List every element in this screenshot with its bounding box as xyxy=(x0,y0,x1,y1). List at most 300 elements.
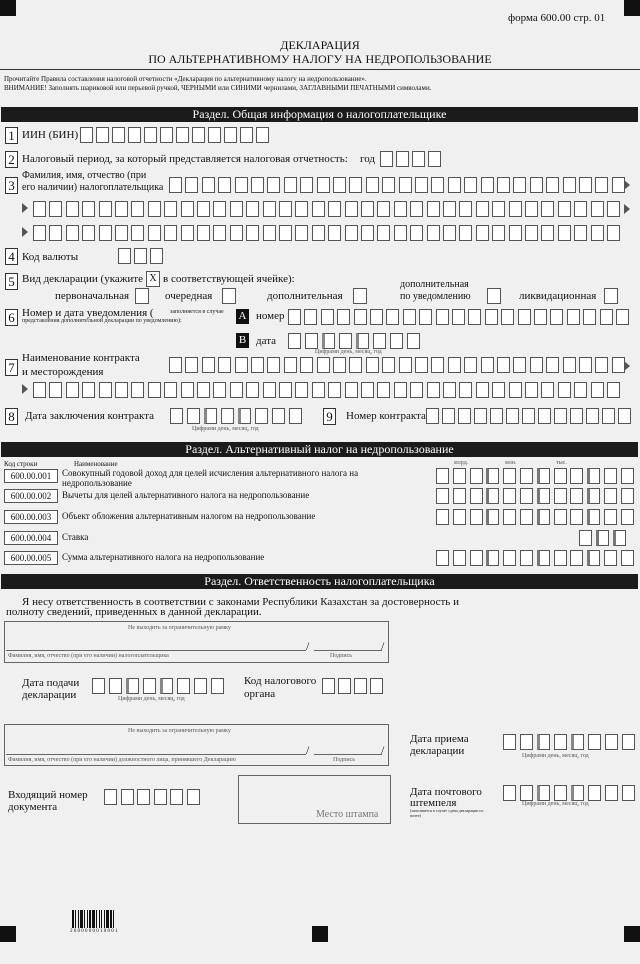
receipt-date-cell[interactable] xyxy=(605,734,618,750)
contract-name-cell[interactable] xyxy=(481,357,494,373)
taxpayer-name-cell[interactable] xyxy=(607,201,620,217)
taxpayer-name-cell[interactable] xyxy=(563,177,576,193)
taxpayer-name-cell[interactable] xyxy=(591,201,604,217)
receipt-date-cell[interactable] xyxy=(520,734,533,750)
notice-number-cell[interactable] xyxy=(403,309,416,325)
taxpayer-name-cell[interactable] xyxy=(66,225,79,241)
currency-cell[interactable] xyxy=(118,248,131,264)
amount-cell[interactable] xyxy=(554,468,567,484)
notice-date-cell[interactable] xyxy=(322,333,335,349)
iin-cell[interactable] xyxy=(128,127,141,143)
taxpayer-name-cell[interactable] xyxy=(448,177,461,193)
taxpayer-name-cell[interactable] xyxy=(394,201,407,217)
receipt-date-cell[interactable] xyxy=(588,734,601,750)
amount-cell[interactable] xyxy=(436,550,449,566)
taxpayer-name-cell[interactable] xyxy=(49,201,62,217)
iin-cell[interactable] xyxy=(144,127,157,143)
taxpayer-name-cell[interactable] xyxy=(497,177,510,193)
taxpayer-name-cell[interactable] xyxy=(164,201,177,217)
amount-cell[interactable] xyxy=(453,488,466,504)
contract-name-cell[interactable] xyxy=(235,357,248,373)
iin-cell[interactable] xyxy=(192,127,205,143)
contract-number-cell[interactable] xyxy=(474,408,487,424)
year-cell[interactable] xyxy=(428,151,441,167)
contract-number-cell[interactable] xyxy=(506,408,519,424)
taxpayer-name-cell[interactable] xyxy=(263,225,276,241)
notice-number-cell[interactable] xyxy=(419,309,432,325)
taxpayer-name-cell[interactable] xyxy=(443,201,456,217)
contract-name-cell[interactable] xyxy=(579,357,592,373)
amount-cell[interactable] xyxy=(470,468,483,484)
amount-cell[interactable] xyxy=(570,509,583,525)
opt-regular-checkbox[interactable] xyxy=(222,288,236,304)
taxpayer-name-cell[interactable] xyxy=(382,177,395,193)
notice-date-cell[interactable] xyxy=(373,333,386,349)
contract-name-cell[interactable] xyxy=(312,382,325,398)
postal-date-cell[interactable] xyxy=(571,785,584,801)
taxpayer-name-cell[interactable] xyxy=(267,177,280,193)
amount-cell[interactable] xyxy=(604,468,617,484)
amount-cell[interactable] xyxy=(436,488,449,504)
amount-cell[interactable] xyxy=(604,550,617,566)
amount-cell[interactable] xyxy=(486,468,499,484)
submit-date-cell[interactable] xyxy=(194,678,207,694)
amount-cell[interactable] xyxy=(554,550,567,566)
taxpayer-name-cell[interactable] xyxy=(525,201,538,217)
postal-date-cell[interactable] xyxy=(605,785,618,801)
contract-name-cell[interactable] xyxy=(361,382,374,398)
contract-date-cell[interactable] xyxy=(255,408,268,424)
notice-number-cell[interactable] xyxy=(518,309,531,325)
taxpayer-name-cell[interactable] xyxy=(82,201,95,217)
taxpayer-name-cell[interactable] xyxy=(579,177,592,193)
amount-cell[interactable] xyxy=(537,488,550,504)
contract-name-cell[interactable] xyxy=(115,382,128,398)
taxpayer-name-cell[interactable] xyxy=(328,201,341,217)
contract-name-cell[interactable] xyxy=(459,382,472,398)
contract-name-cell[interactable] xyxy=(99,382,112,398)
taxpayer-name-cell[interactable] xyxy=(459,225,472,241)
taxpayer-name-cell[interactable] xyxy=(218,177,231,193)
contract-name-cell[interactable] xyxy=(284,357,297,373)
amount-cell[interactable] xyxy=(520,468,533,484)
receipt-date-cell[interactable] xyxy=(503,734,516,750)
amount-cell[interactable] xyxy=(486,550,499,566)
taxpayer-name-cell[interactable] xyxy=(377,225,390,241)
contract-name-cell[interactable] xyxy=(541,382,554,398)
contract-date-cell[interactable] xyxy=(187,408,200,424)
taxpayer-name-cell[interactable] xyxy=(595,177,608,193)
amount-cell[interactable] xyxy=(503,550,516,566)
taxpayer-name-cell[interactable] xyxy=(230,201,243,217)
contract-name-cell[interactable] xyxy=(382,357,395,373)
currency-cell[interactable] xyxy=(150,248,163,264)
notice-date-cell[interactable] xyxy=(339,333,352,349)
contract-name-cell[interactable] xyxy=(295,382,308,398)
contract-date-cell[interactable] xyxy=(238,408,251,424)
taxpayer-name-cell[interactable] xyxy=(181,201,194,217)
submit-date-cell[interactable] xyxy=(109,678,122,694)
contract-name-cell[interactable] xyxy=(181,382,194,398)
taxpayer-name-cell[interactable] xyxy=(328,225,341,241)
taxpayer-name-cell[interactable] xyxy=(546,177,559,193)
taxpayer-name-cell[interactable] xyxy=(246,201,259,217)
taxpayer-name-cell[interactable] xyxy=(394,225,407,241)
contract-name-cell[interactable] xyxy=(558,382,571,398)
contract-name-cell[interactable] xyxy=(476,382,489,398)
contract-number-cell[interactable] xyxy=(602,408,615,424)
amount-cell[interactable] xyxy=(537,550,550,566)
receipt-date-cell[interactable] xyxy=(537,734,550,750)
taxpayer-name-cell[interactable] xyxy=(345,201,358,217)
amount-cell[interactable] xyxy=(436,509,449,525)
contract-name-cell[interactable] xyxy=(169,357,182,373)
receipt-date-cell[interactable] xyxy=(571,734,584,750)
contract-name-cell[interactable] xyxy=(251,357,264,373)
taxpayer-name-cell[interactable] xyxy=(612,177,625,193)
taxpayer-name-cell[interactable] xyxy=(312,201,325,217)
taxpayer-name-cell[interactable] xyxy=(213,201,226,217)
opt-additional-checkbox[interactable] xyxy=(353,288,367,304)
taxpayer-name-cell[interactable] xyxy=(427,201,440,217)
contract-date-cell[interactable] xyxy=(221,408,234,424)
taxpayer-name-cell[interactable] xyxy=(481,177,494,193)
amount-cell[interactable] xyxy=(537,468,550,484)
opt-liquidation-checkbox[interactable] xyxy=(604,288,618,304)
notice-date-cell[interactable] xyxy=(288,333,301,349)
taxpayer-name-cell[interactable] xyxy=(279,225,292,241)
taxpayer-name-cell[interactable] xyxy=(197,225,210,241)
contract-number-cell[interactable] xyxy=(618,408,631,424)
contract-number-cell[interactable] xyxy=(554,408,567,424)
amount-cell[interactable] xyxy=(621,488,634,504)
taxpayer-name-cell[interactable] xyxy=(115,201,128,217)
taxpayer-name-cell[interactable] xyxy=(349,177,362,193)
taxpayer-name-cell[interactable] xyxy=(202,177,215,193)
incoming-number-cell[interactable] xyxy=(154,789,167,805)
notice-number-cell[interactable] xyxy=(321,309,334,325)
taxpayer-name-cell[interactable] xyxy=(574,201,587,217)
taxpayer-name-cell[interactable] xyxy=(230,225,243,241)
notice-number-cell[interactable] xyxy=(485,309,498,325)
taxpayer-name-cell[interactable] xyxy=(492,225,505,241)
taxpayer-name-cell[interactable] xyxy=(410,201,423,217)
taxpayer-name-cell[interactable] xyxy=(361,225,374,241)
notice-number-cell[interactable] xyxy=(567,309,580,325)
amount-cell[interactable] xyxy=(537,509,550,525)
contract-number-cell[interactable] xyxy=(426,408,439,424)
amount-cell[interactable] xyxy=(453,509,466,525)
contract-name-cell[interactable] xyxy=(164,382,177,398)
taxpayer-name-cell[interactable] xyxy=(181,225,194,241)
taxpayer-name-cell[interactable] xyxy=(415,177,428,193)
contract-name-cell[interactable] xyxy=(131,382,144,398)
tax-org-cell[interactable] xyxy=(338,678,351,694)
contract-number-cell[interactable] xyxy=(586,408,599,424)
contract-name-cell[interactable] xyxy=(509,382,522,398)
iin-cell[interactable] xyxy=(80,127,93,143)
iin-cell[interactable] xyxy=(176,127,189,143)
taxpayer-name-cell[interactable] xyxy=(541,225,554,241)
notice-number-cell[interactable] xyxy=(600,309,613,325)
taxpayer-name-cell[interactable] xyxy=(591,225,604,241)
amount-cell[interactable] xyxy=(453,468,466,484)
taxpayer-name-cell[interactable] xyxy=(410,225,423,241)
notice-number-cell[interactable] xyxy=(583,309,596,325)
notice-number-cell[interactable] xyxy=(452,309,465,325)
taxpayer-name-cell[interactable] xyxy=(574,225,587,241)
contract-name-cell[interactable] xyxy=(279,382,292,398)
year-cell[interactable] xyxy=(412,151,425,167)
taxpayer-name-cell[interactable] xyxy=(279,201,292,217)
notice-number-cell[interactable] xyxy=(288,309,301,325)
taxpayer-name-cell[interactable] xyxy=(541,201,554,217)
amount-cell[interactable] xyxy=(470,550,483,566)
taxpayer-name-cell[interactable] xyxy=(185,177,198,193)
contract-name-cell[interactable] xyxy=(595,357,608,373)
notice-number-cell[interactable] xyxy=(354,309,367,325)
contract-name-cell[interactable] xyxy=(317,357,330,373)
postal-date-cell[interactable] xyxy=(554,785,567,801)
contract-name-cell[interactable] xyxy=(349,357,362,373)
incoming-number-cell[interactable] xyxy=(104,789,117,805)
amount-cell[interactable] xyxy=(604,509,617,525)
contract-name-cell[interactable] xyxy=(345,382,358,398)
taxpayer-name-cell[interactable] xyxy=(443,225,456,241)
amount-cell[interactable] xyxy=(604,488,617,504)
taxpayer-name-cell[interactable] xyxy=(509,225,522,241)
contract-name-cell[interactable] xyxy=(427,382,440,398)
taxpayer-name-cell[interactable] xyxy=(509,201,522,217)
taxpayer-name-cell[interactable] xyxy=(99,225,112,241)
postal-date-cell[interactable] xyxy=(622,785,635,801)
iin-cell[interactable] xyxy=(256,127,269,143)
tax-org-cell[interactable] xyxy=(370,678,383,694)
taxpayer-name-cell[interactable] xyxy=(115,225,128,241)
submit-date-cell[interactable] xyxy=(160,678,173,694)
taxpayer-name-cell[interactable] xyxy=(366,177,379,193)
contract-name-cell[interactable] xyxy=(546,357,559,373)
contract-name-cell[interactable] xyxy=(202,357,215,373)
taxpayer-name-cell[interactable] xyxy=(131,201,144,217)
taxpayer-name-cell[interactable] xyxy=(246,225,259,241)
taxpayer-name-cell[interactable] xyxy=(263,201,276,217)
amount-cell[interactable] xyxy=(621,468,634,484)
taxpayer-name-cell[interactable] xyxy=(33,225,46,241)
contract-name-cell[interactable] xyxy=(399,357,412,373)
taxpayer-name-cell[interactable] xyxy=(284,177,297,193)
contract-name-cell[interactable] xyxy=(148,382,161,398)
contract-name-cell[interactable] xyxy=(197,382,210,398)
amount-cell[interactable] xyxy=(554,488,567,504)
iin-cell[interactable] xyxy=(160,127,173,143)
amount-cell[interactable] xyxy=(453,550,466,566)
contract-name-cell[interactable] xyxy=(263,382,276,398)
contract-name-cell[interactable] xyxy=(612,357,625,373)
amount-cell[interactable] xyxy=(587,468,600,484)
taxpayer-name-cell[interactable] xyxy=(431,177,444,193)
amount-cell[interactable] xyxy=(587,509,600,525)
submit-date-cell[interactable] xyxy=(211,678,224,694)
notice-number-cell[interactable] xyxy=(370,309,383,325)
contract-number-cell[interactable] xyxy=(570,408,583,424)
taxpayer-name-cell[interactable] xyxy=(82,225,95,241)
incoming-number-cell[interactable] xyxy=(137,789,150,805)
amount-cell[interactable] xyxy=(621,509,634,525)
contract-name-cell[interactable] xyxy=(530,357,543,373)
taxpayer-name-cell[interactable] xyxy=(169,177,182,193)
taxpayer-name-cell[interactable] xyxy=(312,225,325,241)
notice-date-cell[interactable] xyxy=(356,333,369,349)
taxpayer-name-cell[interactable] xyxy=(530,177,543,193)
currency-cell[interactable] xyxy=(134,248,147,264)
taxpayer-name-cell[interactable] xyxy=(333,177,346,193)
contract-date-cell[interactable] xyxy=(272,408,285,424)
contract-name-cell[interactable] xyxy=(230,382,243,398)
taxpayer-name-cell[interactable] xyxy=(213,225,226,241)
contract-name-cell[interactable] xyxy=(591,382,604,398)
amount-cell[interactable] xyxy=(587,488,600,504)
contract-name-cell[interactable] xyxy=(66,382,79,398)
contract-date-cell[interactable] xyxy=(204,408,217,424)
taxpayer-name-cell[interactable] xyxy=(558,225,571,241)
contract-name-cell[interactable] xyxy=(366,357,379,373)
amount-cell[interactable] xyxy=(520,509,533,525)
taxpayer-name-cell[interactable] xyxy=(459,201,472,217)
contract-name-cell[interactable] xyxy=(300,357,313,373)
iin-cell[interactable] xyxy=(240,127,253,143)
notice-date-cell[interactable] xyxy=(305,333,318,349)
notice-number-cell[interactable] xyxy=(501,309,514,325)
amount-cell[interactable] xyxy=(503,488,516,504)
notice-date-cell[interactable] xyxy=(390,333,403,349)
contract-number-cell[interactable] xyxy=(538,408,551,424)
opt-notice-checkbox[interactable] xyxy=(487,288,501,304)
postal-date-cell[interactable] xyxy=(520,785,533,801)
taxpayer-name-cell[interactable] xyxy=(399,177,412,193)
amount-cell[interactable] xyxy=(570,550,583,566)
contract-number-cell[interactable] xyxy=(522,408,535,424)
taxpayer-name-cell[interactable] xyxy=(317,177,330,193)
taxpayer-name-cell[interactable] xyxy=(476,201,489,217)
taxpayer-name-cell[interactable] xyxy=(476,225,489,241)
contract-name-cell[interactable] xyxy=(464,357,477,373)
taxpayer-name-cell[interactable] xyxy=(492,201,505,217)
contract-name-cell[interactable] xyxy=(513,357,526,373)
incoming-number-cell[interactable] xyxy=(121,789,134,805)
taxpayer-name-cell[interactable] xyxy=(513,177,526,193)
rate-cell[interactable] xyxy=(613,530,626,546)
postal-date-cell[interactable] xyxy=(503,785,516,801)
taxpayer-name-cell[interactable] xyxy=(66,201,79,217)
amount-cell[interactable] xyxy=(520,550,533,566)
contract-name-cell[interactable] xyxy=(415,357,428,373)
contract-name-cell[interactable] xyxy=(448,357,461,373)
submit-date-cell[interactable] xyxy=(143,678,156,694)
contract-name-cell[interactable] xyxy=(213,382,226,398)
receipt-date-cell[interactable] xyxy=(554,734,567,750)
amount-cell[interactable] xyxy=(503,509,516,525)
taxpayer-name-cell[interactable] xyxy=(295,201,308,217)
amount-cell[interactable] xyxy=(587,550,600,566)
taxpayer-name-cell[interactable] xyxy=(345,225,358,241)
opt-initial-checkbox[interactable] xyxy=(135,288,149,304)
postal-date-cell[interactable] xyxy=(537,785,550,801)
contract-name-cell[interactable] xyxy=(410,382,423,398)
iin-cell[interactable] xyxy=(208,127,221,143)
submit-date-cell[interactable] xyxy=(177,678,190,694)
contract-name-cell[interactable] xyxy=(574,382,587,398)
taxpayer-name-cell[interactable] xyxy=(148,225,161,241)
rate-cell[interactable] xyxy=(579,530,592,546)
contract-number-cell[interactable] xyxy=(490,408,503,424)
contract-name-cell[interactable] xyxy=(82,382,95,398)
taxpayer-name-cell[interactable] xyxy=(148,201,161,217)
taxpayer-name-cell[interactable] xyxy=(99,201,112,217)
amount-cell[interactable] xyxy=(570,468,583,484)
taxpayer-name-cell[interactable] xyxy=(295,225,308,241)
receipt-date-cell[interactable] xyxy=(622,734,635,750)
contract-date-cell[interactable] xyxy=(170,408,183,424)
contract-date-cell[interactable] xyxy=(289,408,302,424)
amount-cell[interactable] xyxy=(554,509,567,525)
notice-date-cell[interactable] xyxy=(407,333,420,349)
taxpayer-name-cell[interactable] xyxy=(361,201,374,217)
notice-number-cell[interactable] xyxy=(468,309,481,325)
taxpayer-name-cell[interactable] xyxy=(464,177,477,193)
notice-number-cell[interactable] xyxy=(616,309,629,325)
notice-number-cell[interactable] xyxy=(534,309,547,325)
taxpayer-name-cell[interactable] xyxy=(33,201,46,217)
contract-name-cell[interactable] xyxy=(49,382,62,398)
iin-cell[interactable] xyxy=(96,127,109,143)
contract-number-cell[interactable] xyxy=(458,408,471,424)
iin-cell[interactable] xyxy=(224,127,237,143)
taxpayer-name-cell[interactable] xyxy=(558,201,571,217)
contract-name-cell[interactable] xyxy=(394,382,407,398)
taxpayer-name-cell[interactable] xyxy=(377,201,390,217)
notice-number-cell[interactable] xyxy=(304,309,317,325)
contract-name-cell[interactable] xyxy=(563,357,576,373)
submit-date-cell[interactable] xyxy=(92,678,105,694)
year-cell[interactable] xyxy=(396,151,409,167)
contract-name-cell[interactable] xyxy=(607,382,620,398)
notice-number-cell[interactable] xyxy=(386,309,399,325)
contract-name-cell[interactable] xyxy=(328,382,341,398)
contract-name-cell[interactable] xyxy=(443,382,456,398)
iin-cell[interactable] xyxy=(112,127,125,143)
taxpayer-name-cell[interactable] xyxy=(131,225,144,241)
taxpayer-name-cell[interactable] xyxy=(607,225,620,241)
contract-name-cell[interactable] xyxy=(185,357,198,373)
contract-number-cell[interactable] xyxy=(442,408,455,424)
contract-name-cell[interactable] xyxy=(377,382,390,398)
tax-org-cell[interactable] xyxy=(322,678,335,694)
taxpayer-name-cell[interactable] xyxy=(427,225,440,241)
amount-cell[interactable] xyxy=(486,488,499,504)
contract-name-cell[interactable] xyxy=(492,382,505,398)
amount-cell[interactable] xyxy=(486,509,499,525)
contract-name-cell[interactable] xyxy=(497,357,510,373)
incoming-number-cell[interactable] xyxy=(187,789,200,805)
taxpayer-name-cell[interactable] xyxy=(49,225,62,241)
rate-cell[interactable] xyxy=(596,530,609,546)
taxpayer-name-cell[interactable] xyxy=(300,177,313,193)
postal-date-cell[interactable] xyxy=(588,785,601,801)
amount-cell[interactable] xyxy=(436,468,449,484)
contract-name-cell[interactable] xyxy=(333,357,346,373)
notice-number-cell[interactable] xyxy=(436,309,449,325)
